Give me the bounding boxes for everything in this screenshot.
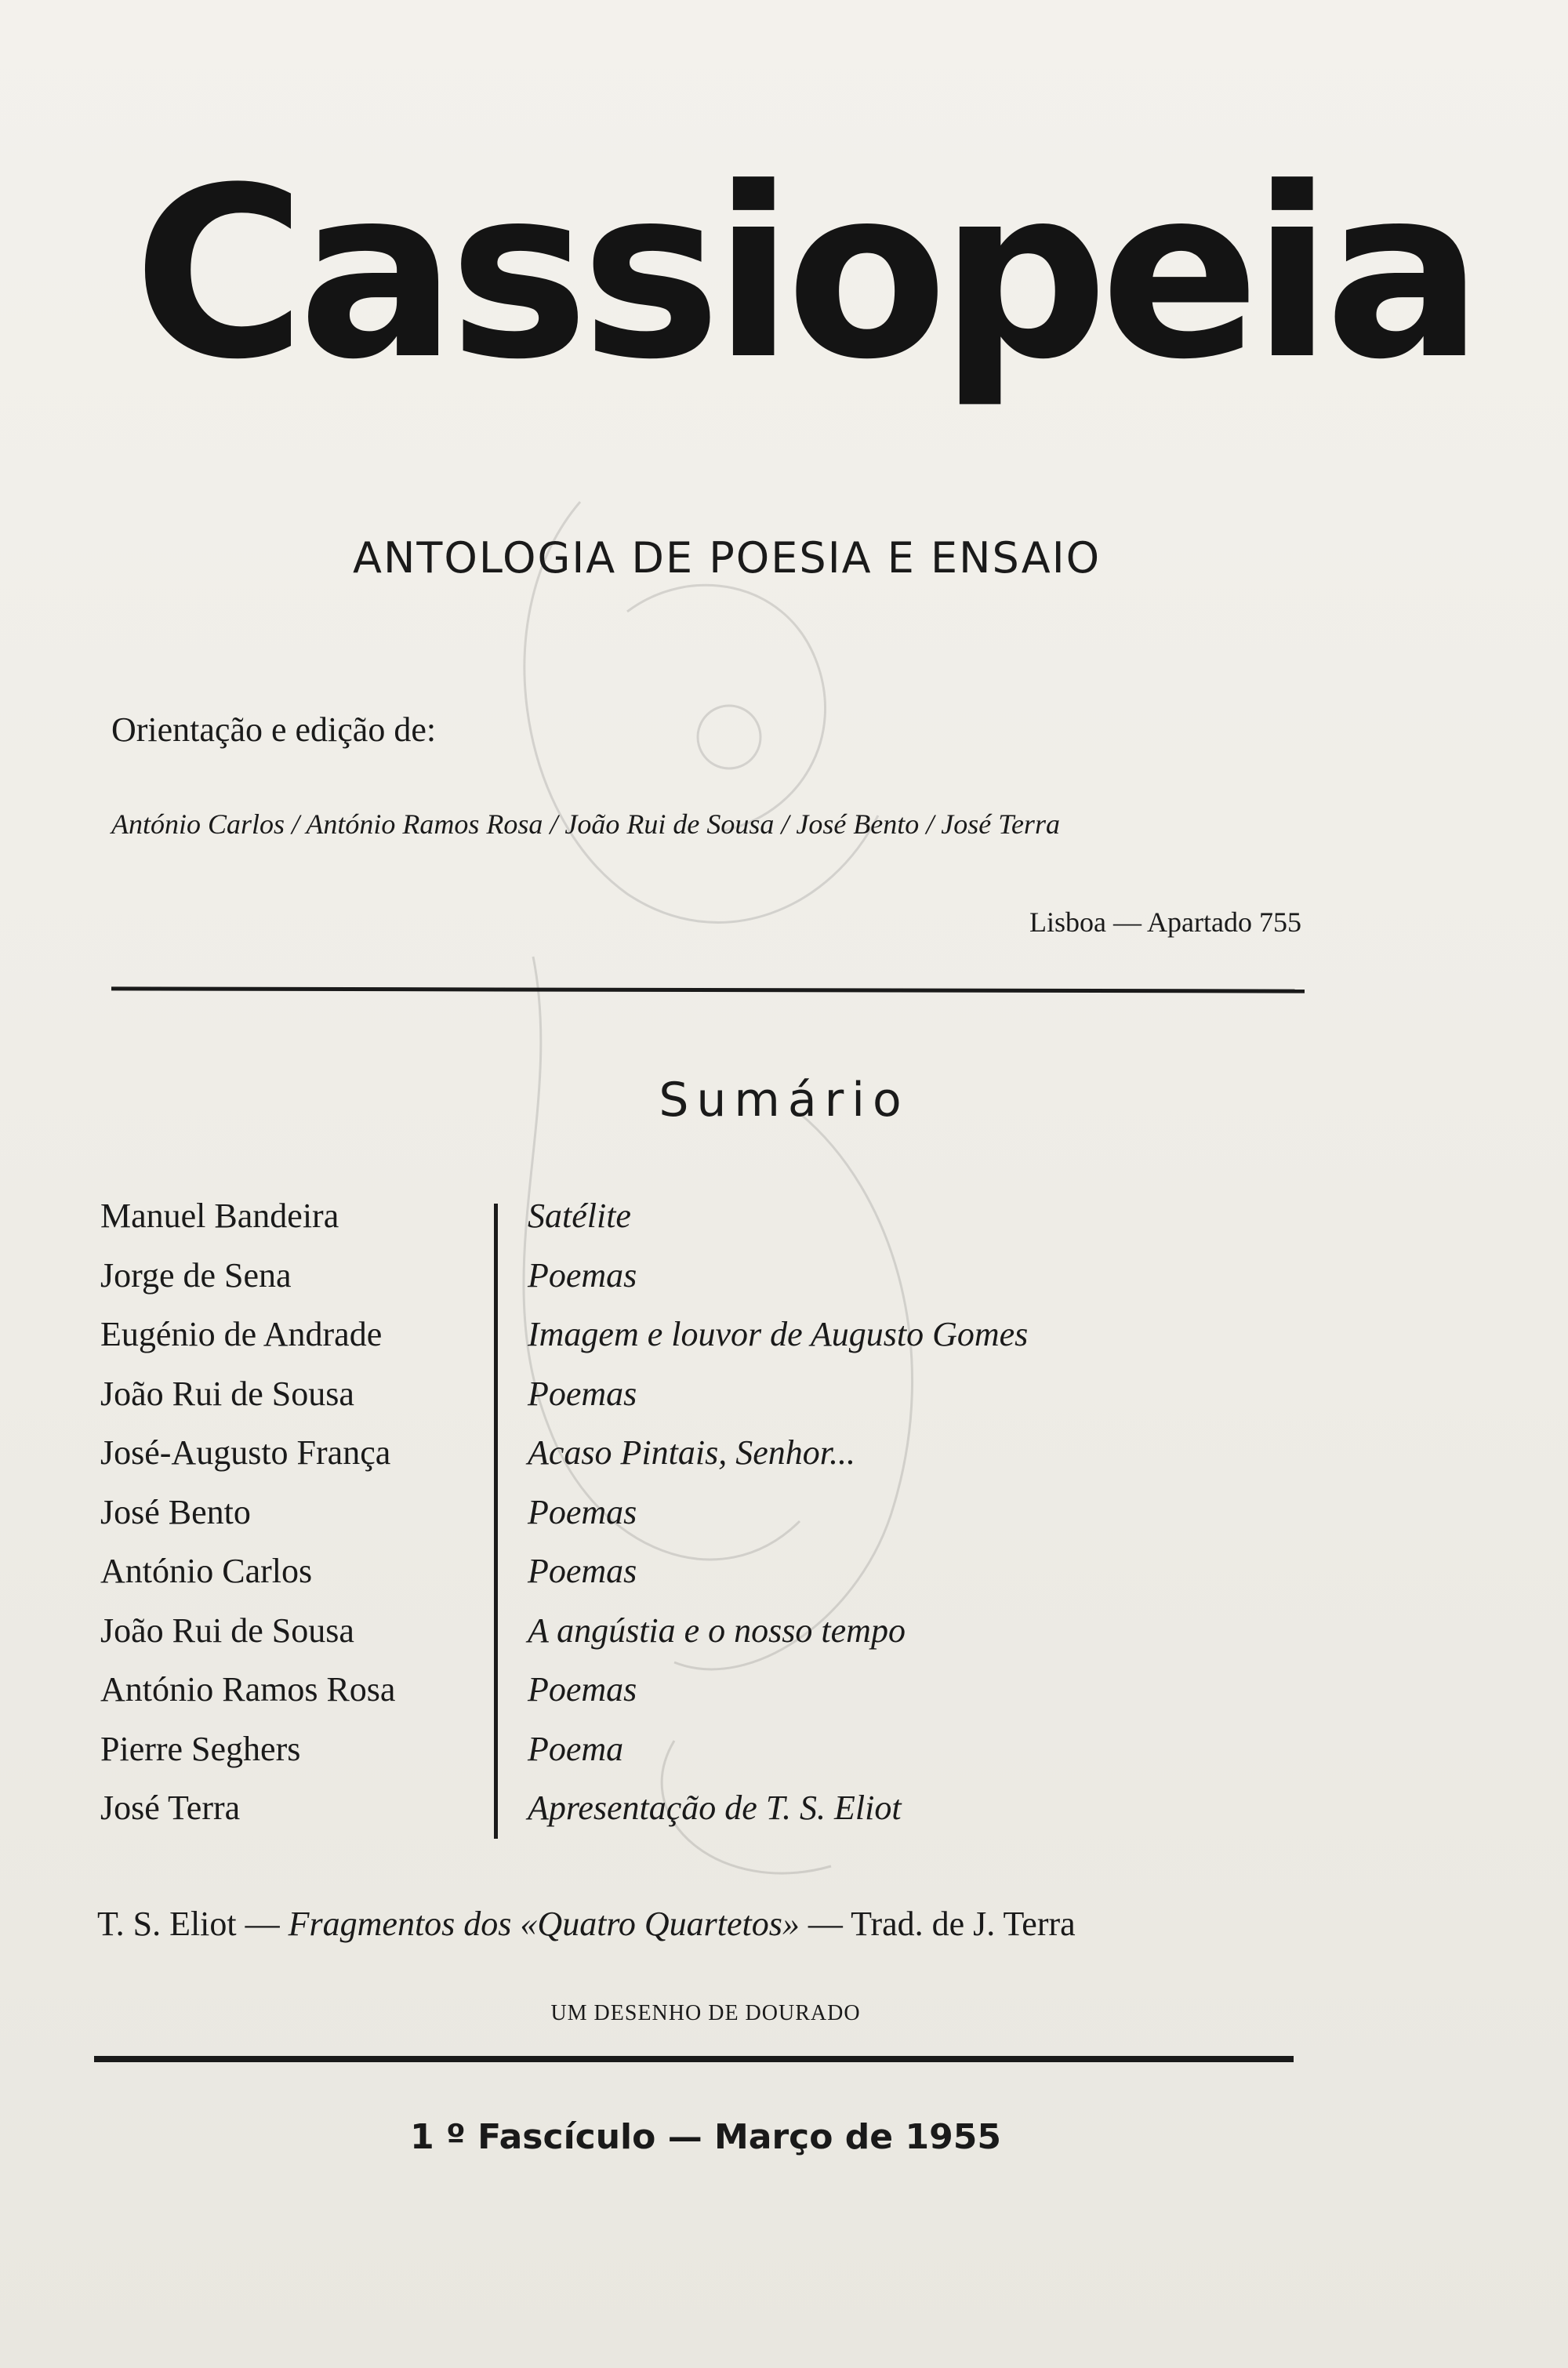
editors-list: António Carlos / António Ramos Rosa / João Rui de Sousa / José Bento / José Terra bbox=[111, 808, 1060, 840]
toc-row bbox=[100, 1255, 1323, 1315]
toc-row bbox=[100, 1196, 1323, 1255]
toc-work: Acaso Pintais, Senhor... bbox=[528, 1433, 855, 1472]
toc-row bbox=[100, 1611, 1323, 1670]
postal-address: Lisboa — Apartado 755 bbox=[1029, 906, 1301, 938]
toc-work: Poemas bbox=[528, 1552, 637, 1590]
drawing-credit: UM DESENHO DE DOURADO bbox=[550, 2001, 861, 2025]
toc-work: Apresentação de T. S. Eliot bbox=[528, 1789, 902, 1827]
toc-row bbox=[100, 1729, 1323, 1789]
toc-work: Poemas bbox=[528, 1492, 637, 1531]
toc-work: A angústia e o nosso tempo bbox=[528, 1611, 906, 1650]
eliot-author: T. S. Eliot — bbox=[97, 1905, 280, 1943]
toc-author: António Carlos bbox=[100, 1552, 313, 1590]
toc-author: José Terra bbox=[100, 1789, 241, 1827]
summary-heading: Sumário bbox=[659, 1073, 909, 1128]
toc-work: Poemas bbox=[528, 1374, 637, 1413]
bottom-divider bbox=[94, 2056, 1294, 2062]
toc-work: Satélite bbox=[528, 1197, 631, 1235]
eliot-fragments-entry bbox=[97, 1904, 1320, 1944]
toc-author: António Ramos Rosa bbox=[100, 1670, 396, 1709]
toc-author: Pierre Seghers bbox=[100, 1729, 301, 1768]
toc-work: Poema bbox=[528, 1729, 624, 1768]
magazine-title: Cassiopeia bbox=[133, 137, 1476, 411]
magazine-subtitle: ANTOLOGIA DE POESIA E ENSAIO bbox=[353, 533, 1102, 583]
editorial-label: Orientação e edição de: bbox=[111, 710, 437, 749]
toc-row bbox=[100, 1314, 1323, 1374]
toc-row bbox=[100, 1374, 1323, 1433]
toc-author: Eugénio de Andrade bbox=[100, 1315, 383, 1353]
toc-row bbox=[100, 1492, 1323, 1552]
toc-author: José Bento bbox=[100, 1492, 251, 1531]
toc-work: Poemas bbox=[528, 1255, 637, 1295]
toc-author: Manuel Bandeira bbox=[100, 1197, 339, 1235]
toc-row bbox=[100, 1433, 1323, 1492]
issue-info: 1 º Fascículo — Março de 1955 bbox=[410, 2117, 1001, 2157]
toc-row bbox=[100, 1788, 1323, 1847]
toc-author: João Rui de Sousa bbox=[100, 1611, 354, 1650]
toc-row bbox=[100, 1669, 1323, 1729]
toc-work: Poemas bbox=[528, 1670, 637, 1709]
eliot-work: Fragmentos dos «Quatro Quartetos» bbox=[288, 1905, 800, 1943]
toc-author: Jorge de Sena bbox=[100, 1255, 292, 1295]
toc-work: Imagem e louvor de Augusto Gomes bbox=[528, 1315, 1029, 1353]
eliot-translation: — Trad. de J. Terra bbox=[808, 1905, 1076, 1943]
toc-author: José-Augusto França bbox=[100, 1433, 391, 1472]
toc-row bbox=[100, 1551, 1323, 1611]
toc-author: João Rui de Sousa bbox=[100, 1374, 354, 1413]
table-of-contents bbox=[100, 1196, 1323, 1847]
